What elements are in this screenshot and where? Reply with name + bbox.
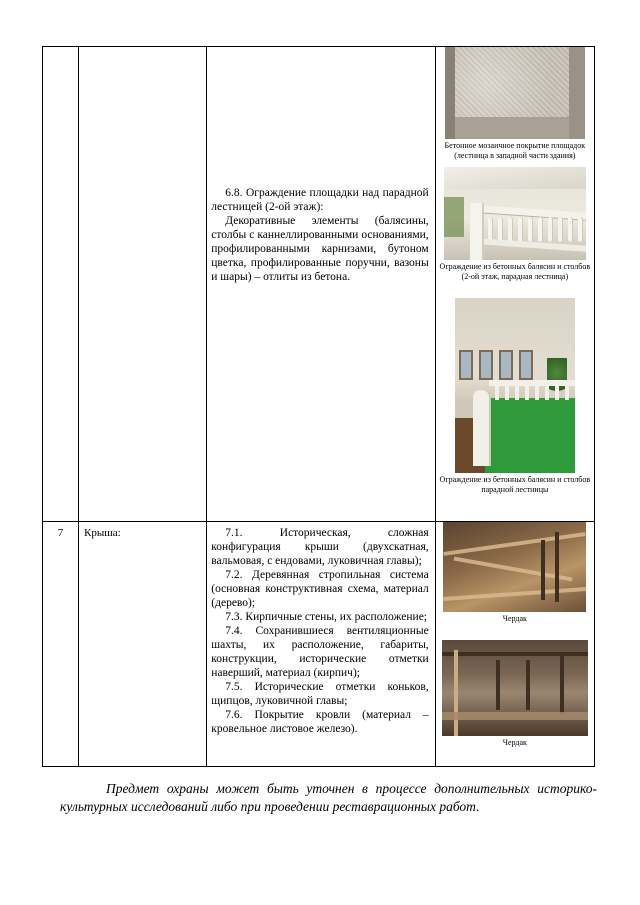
photo-cell bbox=[435, 522, 594, 767]
description-paragraph: 7.3. Кирпичные стены, их расположение; bbox=[225, 611, 427, 623]
description-paragraph: 7.4. Сохранившиеся вентиляционные шахты, их расположение, габариты, конструкции, исторические отметки наверший, материал (кирпич); bbox=[211, 625, 429, 679]
attic-photo bbox=[443, 522, 586, 612]
mosaic-floor-photo bbox=[445, 47, 585, 139]
description-paragraph: Декоративные элементы (балясины, столбы с каннеллированными основаниями, профилированными карнизами, бутоном цветка, профилированные поручни, вазоны и шары) – отлиты из бетона. bbox=[211, 215, 429, 283]
footer-note-text: Предмет охраны может быть уточнен в процессе дополнительных историко-культурных исследований либо при проведении реставрационных работ. bbox=[60, 781, 597, 814]
photo-caption: Ограждение из бетонных балясин и столбов парадной лестницы bbox=[439, 475, 591, 494]
table-row bbox=[43, 522, 595, 767]
row-number bbox=[43, 47, 79, 522]
photo-caption: Ограждение из бетонных балясин и столбов (2-ой этаж, парадная лестница) bbox=[439, 262, 591, 281]
row-label bbox=[79, 47, 207, 522]
description-paragraph: 7.5. Исторические отметки коньков, щипцов, луковичной главы; bbox=[211, 681, 429, 707]
balustrade-photo bbox=[444, 167, 586, 260]
description-paragraph: 6.8. Ограждение площадки над парадной лестницей (2-ой этаж): bbox=[211, 187, 429, 213]
description-paragraph: 7.1. Историческая, сложная конфигурация крыши (двухскатная, вальмовая, с ендовами, луковичная главы); bbox=[211, 527, 429, 567]
photo-caption: Чердак bbox=[502, 614, 527, 623]
description-paragraph: 7.6. Покрытие кровли (материал – кровельное листовое железо). bbox=[211, 709, 429, 735]
table-row bbox=[43, 47, 595, 522]
footer-note bbox=[60, 780, 597, 816]
description-paragraph: 7.2. Деревянная стропильная система (основная конструктивная схема, материал (дерево); bbox=[211, 569, 429, 609]
photo-caption: Бетонное мозаичное покрытие площадок (лестница в западной части здания) bbox=[444, 141, 586, 160]
row-label: Крыша: bbox=[79, 522, 207, 767]
row-description bbox=[207, 522, 435, 767]
protection-subject-table bbox=[42, 46, 595, 767]
row-description bbox=[207, 47, 435, 522]
staircase-hall-photo bbox=[455, 298, 575, 473]
attic-photo bbox=[442, 640, 588, 736]
row-number: 7 bbox=[43, 522, 79, 767]
photo-cell bbox=[435, 47, 594, 522]
photo-caption: Чердак bbox=[502, 738, 527, 747]
